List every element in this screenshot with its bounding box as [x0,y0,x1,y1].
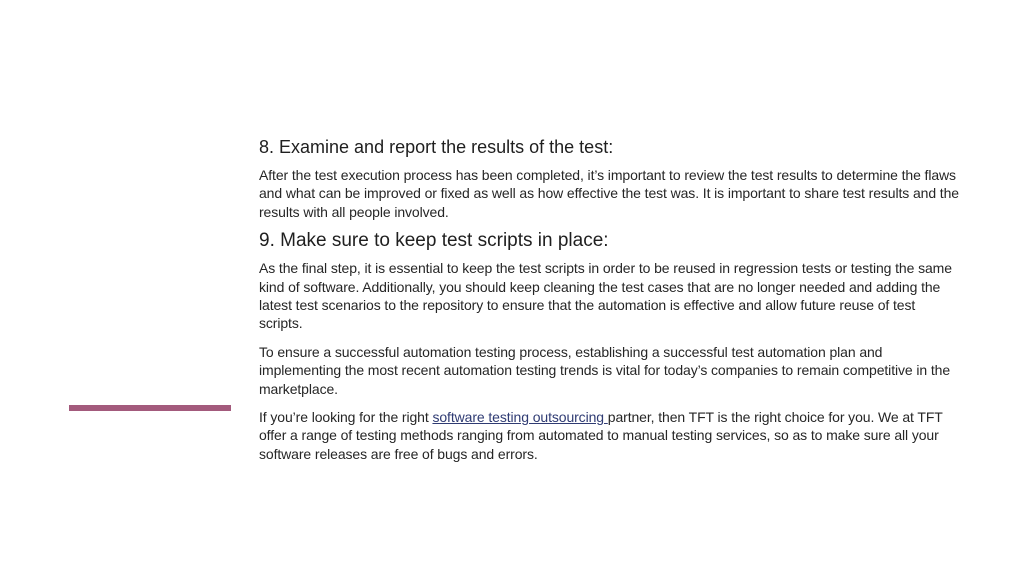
conclusion-paragraph: To ensure a successful automation testing process, establishing a successful test automation plan and implementing the most recent automation testing trends is vital for today’s companies to remain competitive in the marketplace. [259,343,951,397]
cta-text-before-link: If you’re looking for the right [259,409,433,426]
section-8-heading: 8. Examine and report the results of the test: [259,137,614,157]
section-9-heading: 9. Make sure to keep test scripts in place: [259,230,609,252]
decorative-accent-bar [69,405,231,411]
section-9-paragraph: As the final step, it is essential to keep the test scripts in order to be reused in regression tests or testing the same kind of software. Additionally, you should keep cleaning the test cases that are no longer needed and adding the latest test scenarios to the repository to ensure that the automation is effective and allow future reuse of test scripts. [259,260,952,332]
section-8-paragraph: After the test execution process has been completed, it’s important to review the test results to determine the flaws and what can be improved or fixed as well as how effective the test was. It is important to share test results and the results with all people involved. [259,167,959,220]
cta-text-after-link: partner, then TFT is the right choice for you. We at TFT offer a range of testing methods ranging from automated to manual testing services, so as to make sure all your software releases are free of bugs and errors. [259,409,943,462]
slide-content [259,136,959,463]
cta-paragraph [259,408,959,463]
software-testing-outsourcing-link[interactable]: software testing outsourcing [432,409,608,426]
